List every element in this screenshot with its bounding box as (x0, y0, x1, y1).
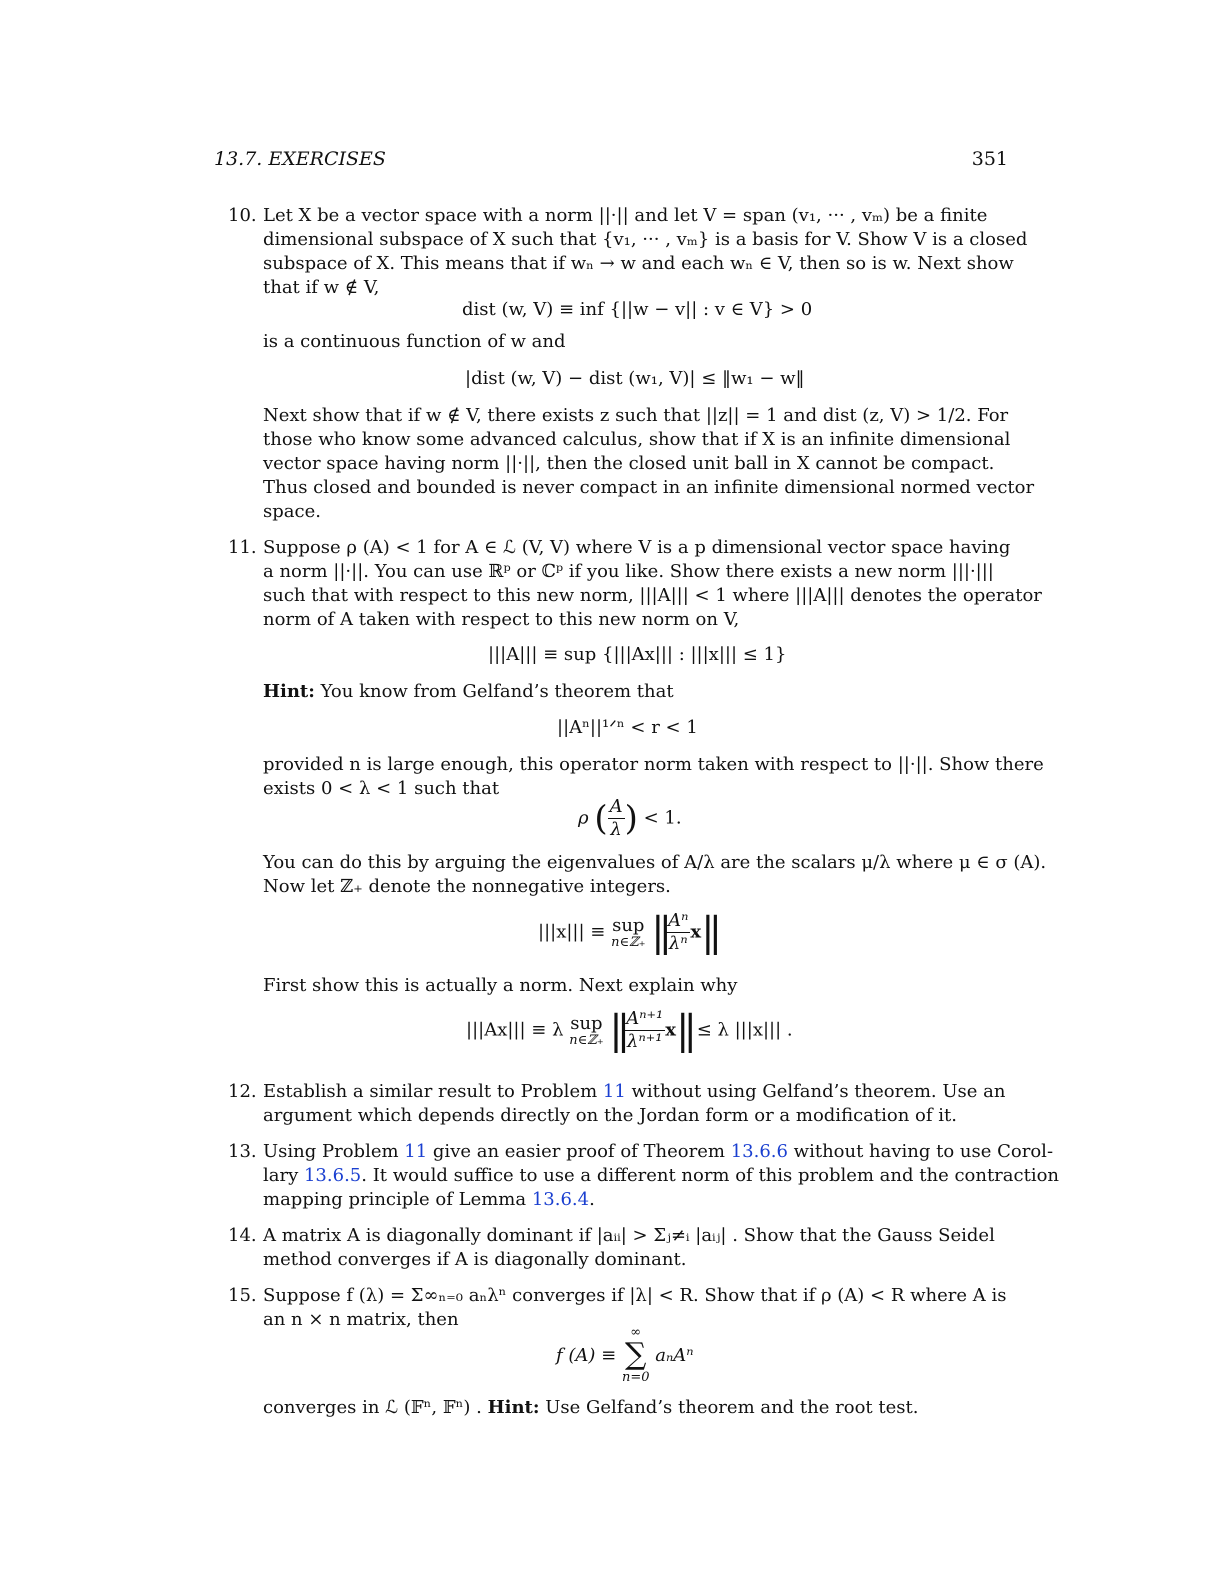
rho-symbol: ρ (578, 807, 589, 829)
series-left: f (A) ≡ (556, 1345, 622, 1366)
norm-bar-right: || (701, 909, 717, 956)
ex12-text-b: without using Gelfand’s theorem. Use an (625, 1081, 1006, 1102)
right-paren: ) (624, 798, 638, 839)
ex10-line-2: dimensional subspace of X such that {v₁, ··· , vₘ} is a basis for V. Show V is a closed (263, 229, 1028, 250)
fraction-denominator: λⁿ⁺¹ (627, 1031, 663, 1052)
ex15-text-a: converges in ℒ (𝔽ⁿ, 𝔽ⁿ) . (263, 1397, 488, 1418)
page-number: 351 (971, 148, 1008, 170)
ex11-line-9: First show this is actually a norm. Next explain why (263, 975, 738, 996)
fraction-an1-over-lambdan1 (624, 1008, 665, 1053)
ex10-line-4: that if w ∉ V, (263, 277, 380, 298)
ex13-text-e: . It would suffice to use a different norm of this problem and the contraction (361, 1165, 1060, 1186)
ex10-equation-dist: dist (w, V) ≡ inf {||w − v|| : v ∈ V} > 0 (462, 299, 813, 320)
left-paren: ( (594, 798, 608, 839)
ex13-text-d: lary (263, 1165, 304, 1186)
ex14-line-2: method converges if A is diagonally dominant. (263, 1249, 687, 1270)
ex13-line-2 (263, 1164, 1060, 1188)
fraction-numerator: Aⁿ (668, 910, 689, 931)
fraction-a-over-lambda (608, 796, 625, 841)
ex10-line-3: subspace of X. This means that if wₙ → w and each wₙ ∈ V, then so is w. Next show (263, 253, 1014, 274)
fraction-numerator: Aⁿ⁺¹ (626, 1008, 664, 1029)
link-problem-11[interactable]: 11 (602, 1081, 626, 1102)
ex11-line-8: Now let ℤ₊ denote the nonnegative integers. (263, 876, 671, 897)
ex15-line-1: Suppose f (λ) = Σ∞ₙ₌₀ aₙλⁿ converges if |λ| < R. Show that if ρ (A) < R where A is (263, 1285, 1007, 1306)
ex12-line-2: argument which depends directly on the Jordan form or a modification of it. (263, 1105, 957, 1126)
ex12-text-a: Establish a similar result to Problem (263, 1081, 603, 1102)
exercise-number-13: 13. (228, 1141, 257, 1162)
ex15-text-b: Use Gelfand’s theorem and the root test. (539, 1397, 919, 1418)
ex15-line-3 (263, 1396, 1007, 1420)
ax-norm-tail: ≤ λ |||x||| . (696, 1019, 793, 1041)
ex11-equation-new-norm (538, 910, 716, 955)
exercise-number-12: 12. (228, 1081, 257, 1102)
ex10-line-5: is a continuous function of w and (263, 331, 566, 352)
ex11-equation-operator-norm: |||A||| ≡ sup {|||Ax||| : |||x||| ≤ 1} (488, 644, 787, 665)
exercise-number-11: 11. (228, 537, 257, 558)
sum-symbol: ∑ (625, 1337, 647, 1372)
ex13-text-c: without having to use Corol- (787, 1141, 1054, 1162)
norm-bar-right: || (676, 1007, 691, 1054)
ex10-line-10: space. (263, 501, 321, 522)
ex13-line-1 (263, 1140, 1054, 1164)
ex10-line-9: Thus closed and bounded is never compact in an infinite dimensional normed vector (263, 477, 1035, 498)
exercise-number-14: 14. (228, 1225, 257, 1246)
hint-label: Hint: (487, 1397, 540, 1418)
rho-inequality-tail: < 1. (643, 807, 682, 829)
ex15-line-2: an n × n matrix, then (263, 1309, 459, 1330)
series-term: aₙAⁿ (655, 1345, 694, 1366)
link-corollary-13-6-5[interactable]: 13.6.5 (303, 1165, 362, 1186)
sup-label: sup (570, 1012, 603, 1034)
sum-upper-limit: ∞ (630, 1325, 642, 1340)
fraction-denominator: λ (610, 819, 622, 840)
ex13-text-f: mapping principle of Lemma (263, 1189, 532, 1210)
ex15-equation-series (556, 1326, 694, 1386)
ex11-line-1: Suppose ρ (A) < 1 for A ∈ ℒ (V, V) where V is a p dimensional vector space having (263, 537, 1011, 558)
exercise-number-15: 15. (228, 1285, 257, 1306)
ex10-line-6: Next show that if w ∉ V, there exists z such that ||z|| = 1 and dist (z, V) > 1/2. For (263, 405, 1009, 426)
sup-subscript: n∈ℤ₊ (611, 934, 646, 950)
norm-bar-left: || (609, 1007, 625, 1054)
new-norm-left: |||x||| ≡ (538, 921, 612, 943)
ex10-line-7: those who know some advanced calculus, show that if X is an infinite dimensional (263, 429, 1011, 450)
hint-label: Hint: (263, 681, 315, 702)
ex11-line-4: norm of A taken with respect to this new norm on V, (263, 609, 740, 630)
link-lemma-13-6-4[interactable]: 13.6.4 (531, 1189, 590, 1210)
ex11-line-7: You can do this by arguing the eigenvalues of A/λ are the scalars μ/λ where μ ∈ σ (A). (263, 852, 1047, 873)
ex11-equation-rho (578, 796, 682, 841)
exercise-number-10: 10. (228, 205, 257, 226)
sup-operator (569, 1014, 603, 1048)
fraction-denominator: λⁿ (668, 933, 688, 954)
ex10-line-8: vector space having norm ||·||, then the closed unit ball in X cannot be compact. (263, 453, 995, 474)
sup-operator (611, 916, 645, 950)
ex10-equation-continuity: |dist (w, V) − dist (w₁, V)| ≤ ‖w₁ − w‖ (465, 368, 805, 389)
running-header (214, 148, 1008, 174)
ex13-line-3 (263, 1188, 1007, 1212)
link-theorem-13-6-6[interactable]: 13.6.6 (730, 1141, 788, 1162)
link-problem-11[interactable]: 11 (404, 1141, 428, 1162)
ex10-line-1: Let X be a vector space with a norm ||·|| and let V = span (v₁, ··· , vₘ) be a finite (263, 205, 988, 226)
ex13-text-a: Using Problem (263, 1141, 405, 1162)
fraction-numerator: A (609, 796, 623, 817)
ex13-text-b: give an easier proof of Theorem (427, 1141, 731, 1162)
ex13-text-g: . (589, 1189, 595, 1210)
vector-x: x (690, 921, 702, 943)
ex14-line-1: A matrix A is diagonally dominant if |aᵢᵢ| > Σⱼ≠ᵢ |aᵢⱼ| . Show that the Gauss Seidel (263, 1225, 995, 1246)
ex11-line-3: such that with respect to this new norm, |||A||| < 1 where |||A||| denotes the operator (263, 585, 1042, 606)
ex11-hint-line (263, 680, 1007, 704)
vector-x: x (665, 1019, 676, 1041)
sup-label: sup (612, 914, 645, 936)
ax-norm-left: |||Ax||| ≡ λ (466, 1019, 570, 1041)
ex11-line-5: provided n is large enough, this operator norm taken with respect to ||·||. Show there (263, 754, 1044, 775)
norm-bar-left: || (651, 909, 667, 956)
fraction-an-over-lambdan (666, 910, 690, 955)
summation-operator (622, 1326, 650, 1386)
section-title: 13.7. EXERCISES (214, 148, 386, 170)
sup-subscript: n∈ℤ₊ (569, 1032, 604, 1048)
ex11-line-2: a norm ||·||. You can use ℝᵖ or ℂᵖ if you like. Show there exists a new norm |||·||| (263, 561, 994, 582)
ex11-equation-gelfand: ||Aⁿ||¹ᐟⁿ < r < 1 (557, 717, 698, 738)
hint-text: You know from Gelfand’s theorem that (314, 681, 674, 702)
ex11-equation-ax-norm (466, 1008, 793, 1053)
ex11-line-6: exists 0 < λ < 1 such that (263, 778, 500, 799)
ex12-line-1 (263, 1080, 1007, 1104)
sum-lower-limit: n=0 (621, 1370, 650, 1385)
